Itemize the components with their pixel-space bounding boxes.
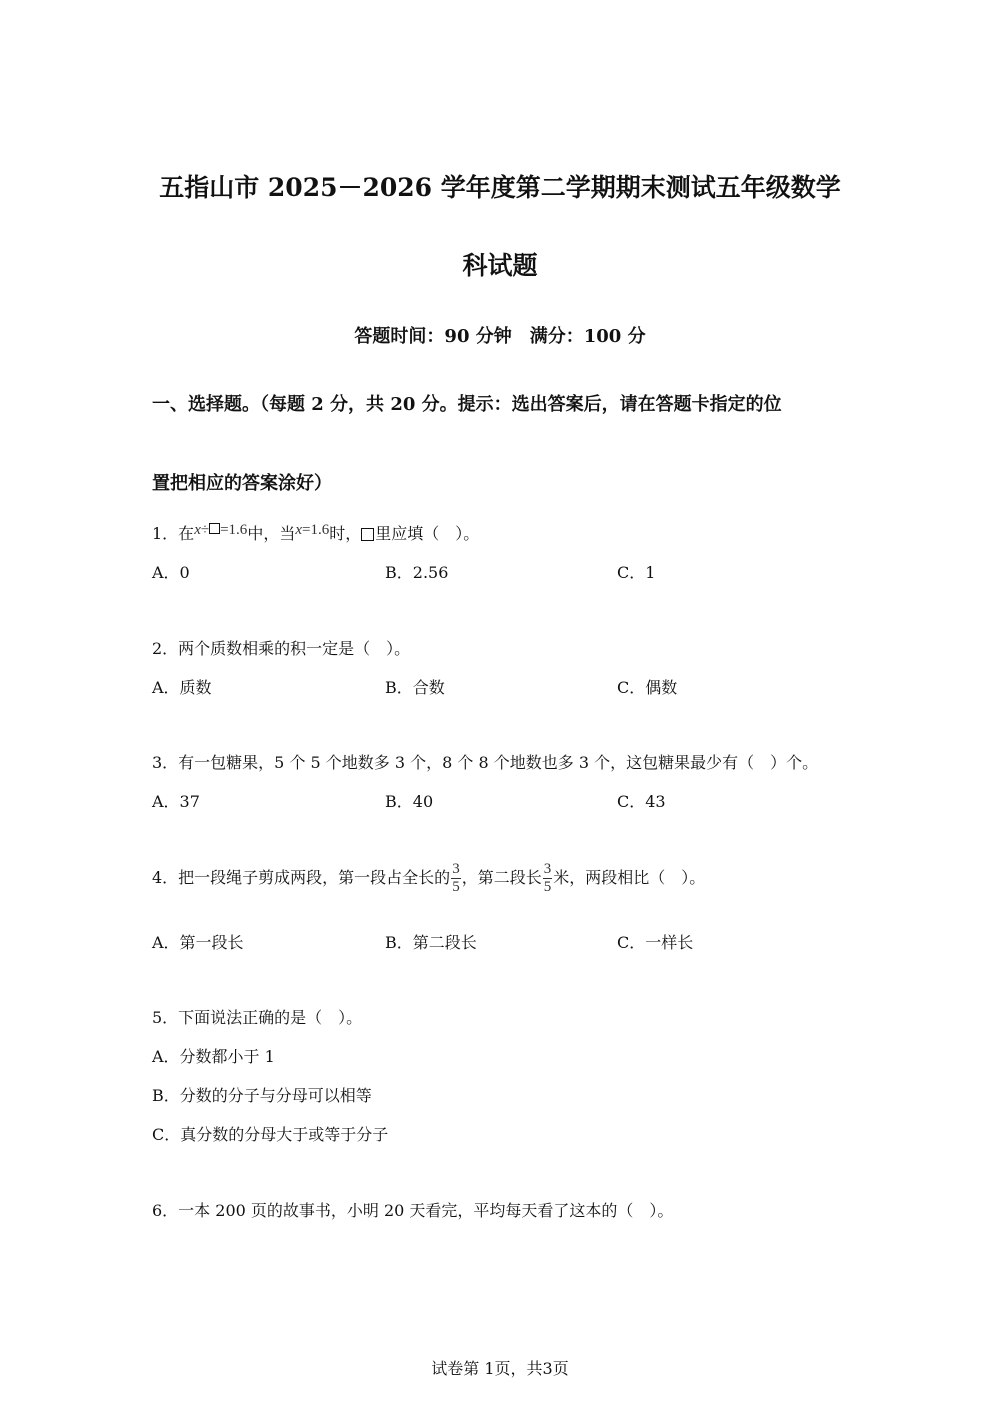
question-1 bbox=[152, 522, 479, 547]
q1-equation: =1.6 bbox=[220, 522, 248, 538]
q3-option-b: B．40 bbox=[385, 792, 434, 811]
section-heading-line1: 一、选择题。（每题 2 分，共 20 分。提示：选出答案后，请在答题卡指定的位 bbox=[152, 394, 782, 415]
q4-option-b: B．第二段长 bbox=[385, 933, 477, 952]
section-heading-line2: 置把相应的答案涂好） bbox=[152, 473, 332, 494]
fraction-numerator: 3 bbox=[543, 861, 552, 877]
q1-var-x2: x bbox=[295, 522, 302, 538]
q5-option-a: A．分数都小于 1 bbox=[152, 1047, 275, 1066]
q1-mid: 中，当 bbox=[247, 524, 296, 543]
fraction-denominator: 5 bbox=[452, 879, 460, 895]
q1-prefix: 1．在 bbox=[152, 524, 195, 543]
fraction bbox=[543, 861, 553, 896]
q4-option-c: C．一样长 bbox=[617, 933, 694, 952]
q1-var-x: x bbox=[194, 522, 201, 538]
blank-box-icon bbox=[361, 528, 374, 541]
q1-equation2: =1.6 bbox=[302, 522, 330, 538]
fraction-numerator: 3 bbox=[452, 861, 460, 877]
q2-option-c: C．偶数 bbox=[617, 678, 678, 697]
q3-option-a: A．37 bbox=[152, 792, 200, 811]
q1-suffix2: 里应填（ ）。 bbox=[375, 524, 480, 543]
exam-title-line1: 五指山市 2025－2026 学年度第二学期期末测试五年级数学 bbox=[159, 173, 841, 202]
exam-info: 答题时间：90 分钟 满分：100 分 bbox=[354, 326, 646, 347]
q5-option-c: C．真分数的分母大于或等于分子 bbox=[152, 1125, 389, 1144]
q4-part3: 米，两段相比（ ）。 bbox=[553, 868, 706, 887]
q2-option-a: A．质数 bbox=[152, 678, 212, 697]
question-4 bbox=[152, 861, 705, 896]
page-footer: 试卷第 1页，共3页 bbox=[431, 1359, 569, 1378]
q4-option-a: A．第一段长 bbox=[152, 933, 244, 952]
fraction-denominator: 5 bbox=[543, 879, 552, 895]
q1-suffix: 时， bbox=[329, 524, 362, 543]
q1-option-c: C．1 bbox=[617, 563, 656, 582]
q1-option-a: A．0 bbox=[152, 563, 190, 582]
fraction bbox=[451, 861, 461, 896]
blank-box-icon bbox=[209, 523, 220, 534]
q2-option-b: B．合数 bbox=[385, 678, 445, 697]
exam-title-line2: 科试题 bbox=[462, 251, 538, 280]
q1-option-b: B．2.56 bbox=[385, 563, 449, 582]
question-6: 6．一本 200 页的故事书，小明 20 天看完，平均每天看了这本的（ ）。 bbox=[152, 1201, 674, 1220]
q4-part1: 4．把一段绳子剪成两段，第一段占全长的 bbox=[152, 868, 451, 887]
q3-option-c: C．43 bbox=[617, 792, 666, 811]
q5-option-b: B．分数的分子与分母可以相等 bbox=[152, 1086, 372, 1105]
question-5: 5．下面说法正确的是（ ）。 bbox=[152, 1008, 363, 1027]
q1-operator: ÷ bbox=[200, 522, 210, 538]
question-3: 3．有一包糖果，5 个 5 个地数多 3 个，8 个 8 个地数也多 3 个，这包糖果最少有（ ）个。 bbox=[152, 753, 819, 772]
q4-part2: ，第二段长 bbox=[461, 868, 542, 887]
question-2: 2．两个质数相乘的积一定是（ ）。 bbox=[152, 639, 411, 658]
